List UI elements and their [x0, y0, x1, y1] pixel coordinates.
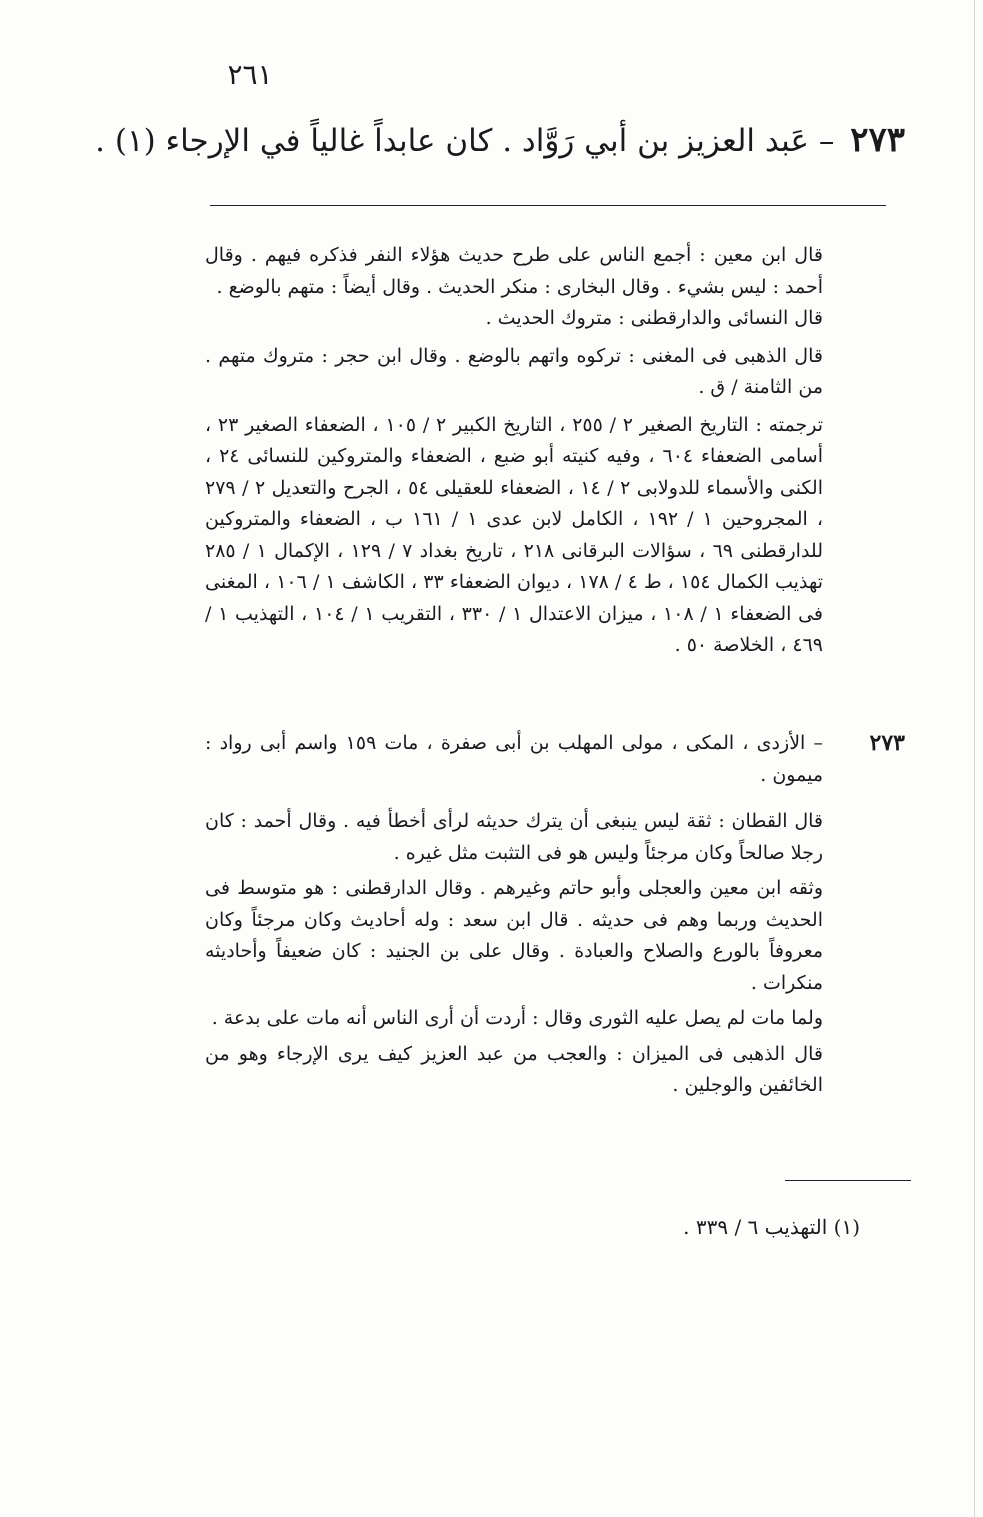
footnote: (١) التهذيب ٦ / ٣٣٩ .	[683, 1215, 860, 1239]
page-number: ٢٦١	[227, 58, 273, 91]
page-edge-line	[974, 0, 975, 1517]
text-footnote-divider	[210, 205, 886, 206]
commentary-paragraph: قال الذهبى فى المغنى : تركوه واتهم بالوضع . وقال ابن حجر : متروك متهم . من الثامنة / ق .	[205, 344, 823, 398]
entry-title-text: – عَبد العزيز بن أبي رَوَّاد . كان عابداً غالياً في الإرجاء (١) .	[95, 123, 835, 159]
commentary-paragraph: وثقه ابن معين والعجلى وأبو حاتم وغيرهم . وقال الدارقطنى : هو متوسط فى الحديث وربما وهم فى حديثه . قال ابن سعد : وله أحاديث وكان مرجئاً وكان معروفاً بالورع والصلاح والعبادة . وقال على بن الجنيد : كان ضعيفاً وأحاديثه منكرات .	[205, 877, 823, 994]
commentary-paragraph: قال الذهبى فى الميزان : والعجب من عبد العزيز كيف يرى الإرجاء وهو من الخائفين والوجلين .	[205, 1042, 823, 1096]
footnote-divider	[785, 1180, 911, 1181]
commentary-block-1	[205, 240, 823, 668]
commentary-paragraph: قال القطان : ثقة ليس ينبغى أن يترك حديثه لرأى أخطأ فيه . وقال أحمد : كان رجلا صالحاً وكان مرجئاً وليس هو فى التثبت مثل غيره .	[205, 810, 823, 864]
commentary-paragraph: قال النسائى والدارقطنى : متروك الحديث .	[485, 307, 823, 329]
commentary-block-2	[205, 806, 823, 1106]
biography-sources: ترجمته : التاريخ الصغير ٢ / ٢٥٥ ، التاريخ الكبير ٢ / ١٠٥ ، الضعفاء الصغير ٢٣ ، أسامى الضعفاء ٦٠٤ ، وفيه كنيته أبو ضبع ، الضعفاء والمتروكين للنسائى ٢٤ ، الكنى والأسماء للدولابى ٢ / ١٤ ، الضعفاء للعقيلى ٥٤ ، الجرح والتعديل ٢ / ٢٧٩ ، المجروحين ١ / ١٩٢ ، الكامل لابن عدى ١ / ١٦١ ب ، الضعفاء والمتروكين للدارقطنى ٦٩ ، سؤالات البرقانى ٢١٨ ، تاريخ بغداد ٧ / ١٢٩ ، الإكمال ١ / ٢٨٥ تهذيب الكمال ١٥٤ ، ط ٤ / ١٧٨ ، ديوان الضعفاء ٣٣ ، الكاشف ١ / ١٠٦ ، المغنى فى الضعفاء ١ / ١٠٨ ، ميزان الاعتدال ١ / ٣٣٠ ، التقريب ١ / ١٠٤ ، التهذيب ١ / ٤٦٩ ، الخلاصة ٥٠ .	[205, 413, 824, 656]
commentary-paragraph: ولما مات لم يصل عليه الثورى وقال : أردت أن أرى الناس أنه مات على بدعة .	[211, 1007, 823, 1029]
entry-description: – الأزدى ، المكى ، مولى المهلب بن أبى صفرة ، مات ١٥٩ واسم أبى رواد : ميمون .	[205, 732, 823, 786]
entry-heading	[95, 118, 905, 163]
commentary-paragraph: قال ابن معين : أجمع الناس على طرح حديث هؤلاء النفر فذكره فيهم . وقال أحمد : ليس بشيء . وقال البخارى : منكر الحديث . وقال أيضاً : متهم بالوضع .	[205, 244, 823, 298]
entry-number-secondary: ٢٧٣	[869, 730, 905, 756]
entry-number: ٢٧٣	[850, 120, 905, 160]
